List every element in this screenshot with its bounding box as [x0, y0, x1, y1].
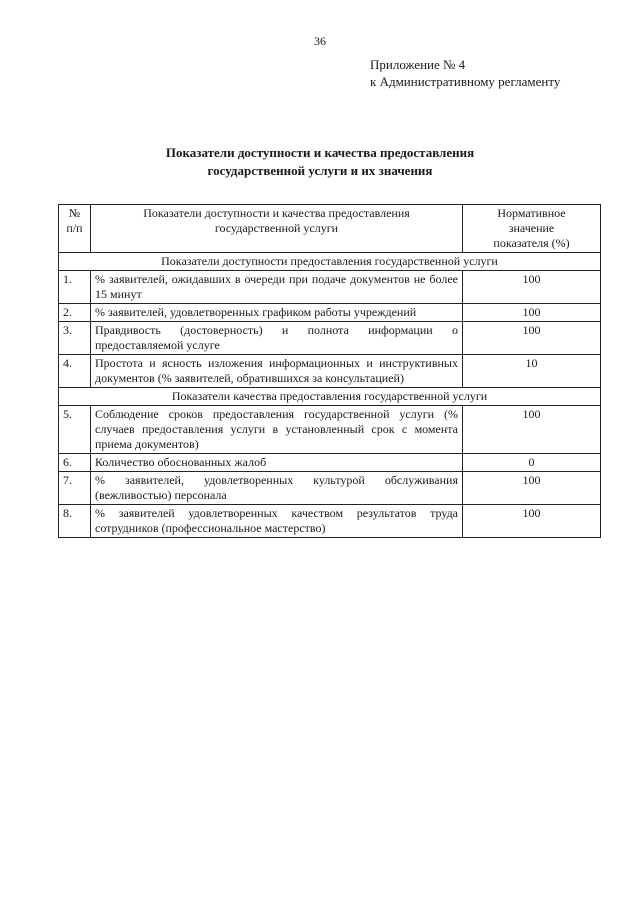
row-number: 8. — [59, 505, 91, 538]
row-value: 10 — [463, 355, 601, 388]
section-title: Показатели доступности предоставления государственной услуги — [59, 253, 601, 271]
row-indicator: Правдивость (достоверность) и полнота информации о предоставляемой услуге — [91, 322, 463, 355]
section-row-quality — [59, 388, 601, 406]
table-row — [59, 271, 601, 304]
section-title: Показатели качества предоставления государственной услуги — [59, 388, 601, 406]
table-row — [59, 355, 601, 388]
row-number: 6. — [59, 454, 91, 472]
table-row — [59, 304, 601, 322]
row-number: 7. — [59, 472, 91, 505]
document-title-line1: Показатели доступности и качества предоставления — [165, 145, 475, 160]
header-value-line3: показателя (%) — [493, 236, 570, 250]
section-row-availability — [59, 253, 601, 271]
document-title-line2: государственной услуги и их значения — [207, 163, 433, 178]
row-number: 5. — [59, 406, 91, 454]
header-indicator-line2: государственной услуги — [214, 221, 339, 235]
row-number: 2. — [59, 304, 91, 322]
row-value: 100 — [463, 271, 601, 304]
row-number: 1. — [59, 271, 91, 304]
table-row — [59, 454, 601, 472]
table-header-row — [59, 205, 601, 253]
appendix-header — [370, 56, 620, 90]
row-indicator: % заявителей, удовлетворенных культурой обслуживания (вежливостью) персонала — [91, 472, 463, 505]
row-value: 100 — [463, 322, 601, 355]
header-number-symbol: № — [68, 206, 81, 220]
row-indicator: Соблюдение сроков предоставления государственной услуги (% случаев предоставления услуги в установленный срок с момента приема документов) — [91, 406, 463, 454]
header-indicator-line1: Показатели доступности и качества предоставления — [143, 206, 410, 220]
header-value-line2: значение — [508, 221, 555, 235]
row-indicator: Простота и ясность изложения информационных и инструктивных документов (% заявителей, обратившихся за консультацией) — [91, 355, 463, 388]
table-row — [59, 505, 601, 538]
header-number — [59, 205, 91, 253]
row-indicator: Количество обоснованных жалоб — [91, 454, 463, 472]
row-value: 100 — [463, 406, 601, 454]
appendix-reference: к Административному регламенту — [370, 74, 561, 89]
appendix-label: Приложение № 4 — [370, 57, 466, 72]
row-value: 100 — [463, 505, 601, 538]
page-number: 36 — [314, 34, 326, 48]
document-title — [0, 144, 640, 180]
header-number-abbr: п/п — [66, 221, 83, 235]
row-number: 3. — [59, 322, 91, 355]
indicators-table — [58, 204, 601, 538]
header-value-line1: Нормативное — [497, 206, 566, 220]
row-value: 100 — [463, 304, 601, 322]
row-indicator: % заявителей удовлетворенных качеством результатов труда сотрудников (профессиональное мастерство) — [91, 505, 463, 538]
header-indicator — [91, 205, 463, 253]
row-indicator: % заявителей, удовлетворенных графиком работы учреждений — [91, 304, 463, 322]
row-indicator: % заявителей, ожидавших в очереди при подаче документов не более 15 минут — [91, 271, 463, 304]
table-row — [59, 472, 601, 505]
row-value: 0 — [463, 454, 601, 472]
table-row — [59, 322, 601, 355]
row-value: 100 — [463, 472, 601, 505]
header-value — [463, 205, 601, 253]
row-number: 4. — [59, 355, 91, 388]
table-row — [59, 406, 601, 454]
